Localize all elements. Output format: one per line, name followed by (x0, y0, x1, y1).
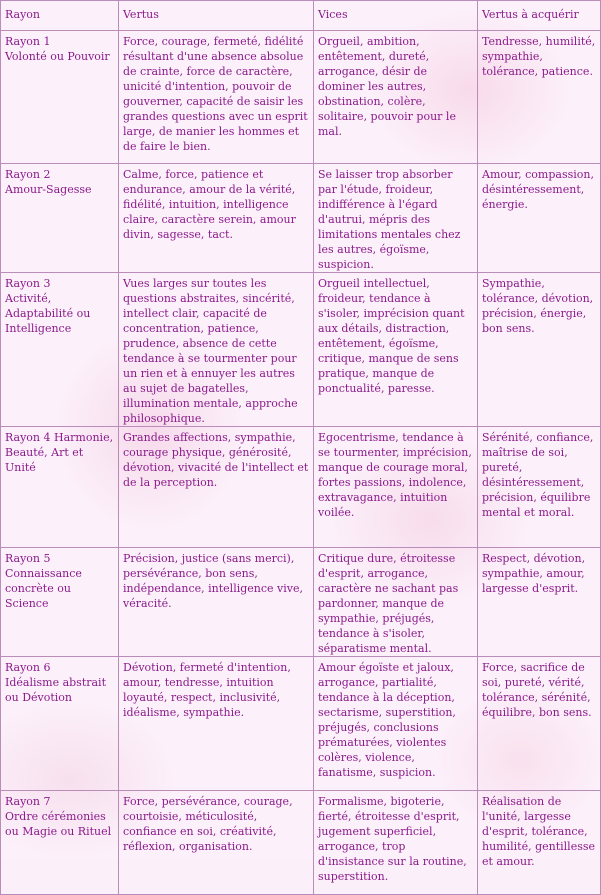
rayon-cell: Rayon 2 Amour-Sagesse (1, 164, 119, 273)
vertus-cell: Vues larges sur toutes les questions abstraites, sincérité, intellect clair, capacité de concentration, patience, prudence, absence de cette tendance à se tourmenter pour un rien et à ennuyer les autres au sujet de bagatelles, illumination mentale, approche philosophique. (119, 273, 314, 427)
vices-cell: Amour égoïste et jaloux, arrogance, partialité, tendance à la déception, sectarisme, superstition, préjugés, conclusions prématurées, violentes colères, violence, fanatisme, suspicion. (314, 657, 478, 791)
vices-cell: Formalisme, bigoterie, fierté, étroitesse d'esprit, jugement superficiel, arrogance, trop d'insistance sur la routine, superstition. (314, 791, 478, 895)
vices-cell: Egocentrisme, tendance à se tourmenter, imprécision, manque de courage moral, fortes passions, indolence, extravagance, intuition voilée. (314, 427, 478, 548)
table-row (1, 548, 601, 657)
table-row (1, 657, 601, 791)
vertus-cell: Grandes affections, sympathie, courage physique, générosité, dévotion, vivacité de l'intellect et de la perception. (119, 427, 314, 548)
vertus-cell: Calme, force, patience et endurance, amour de la vérité, fidélité, intuition, intelligence claire, caractère serein, amour divin, sagesse, tact. (119, 164, 314, 273)
vertus-cell: Précision, justice (sans merci), persévérance, bon sens, indépendance, intelligence vive, véracité. (119, 548, 314, 657)
header-row (1, 1, 601, 31)
rayon-cell: Rayon 1 Volonté ou Pouvoir (1, 31, 119, 164)
rayon-cell: Rayon 6 Idéalisme abstrait ou Dévotion (1, 657, 119, 791)
vices-cell: Orgueil, ambition, entêtement, dureté, arrogance, désir de dominer les autres, obstination, colère, solitaire, pouvoir pour le mal. (314, 31, 478, 164)
header-vertus-a-acquerir: Vertus à acquérir (478, 1, 601, 31)
rayon-cell: Rayon 7 Ordre cérémonies ou Magie ou Rituel (1, 791, 119, 895)
table-row (1, 164, 601, 273)
acquerir-cell: Respect, dévotion, sympathie, amour, largesse d'esprit. (478, 548, 601, 657)
table-row (1, 427, 601, 548)
rayon-cell: Rayon 4 Harmonie, Beauté, Art et Unité (1, 427, 119, 548)
table-row (1, 273, 601, 427)
acquerir-cell: Sérénité, confiance, maîtrise de soi, pureté, désintéressement, précision, équilibre mental et moral. (478, 427, 601, 548)
acquerir-cell: Réalisation de l'unité, largesse d'esprit, tolérance, humilité, gentillesse et amour. (478, 791, 601, 895)
acquerir-cell: Force, sacrifice de soi, pureté, vérité, tolérance, sérénité, équilibre, bon sens. (478, 657, 601, 791)
vices-cell: Orgueil intellectuel, froideur, tendance à s'isoler, imprécision quant aux détails, distraction, entêtement, égoïsme, critique, manque de sens pratique, manque de ponctualité, paresse. (314, 273, 478, 427)
acquerir-cell: Amour, compassion, désintéressement, énergie. (478, 164, 601, 273)
acquerir-cell: Tendresse, humilité, sympathie, tolérance, patience. (478, 31, 601, 164)
vertus-cell: Force, courage, fermeté, fidélité résultant d'une absence absolue de crainte, force de caractère, unicité d'intention, pouvoir de gouverner, capacité de saisir les grandes questions avec un esprit large, de manier les hommes et de faire le bien. (119, 31, 314, 164)
vertus-cell: Force, persévérance, courage, courtoisie, méticulosité, confiance en soi, créativité, réflexion, organisation. (119, 791, 314, 895)
rayon-cell: Rayon 5 Connaissance concrète ou Science (1, 548, 119, 657)
vices-cell: Se laisser trop absorber par l'étude, froideur, indifférence à l'égard d'autrui, mépris des limitations mentales chez les autres, égoïsme, suspicion. (314, 164, 478, 273)
vertus-cell: Dévotion, fermeté d'intention, amour, tendresse, intuition loyauté, respect, inclusivité, idéalisme, sympathie. (119, 657, 314, 791)
header-vices: Vices (314, 1, 478, 31)
vices-cell: Critique dure, étroitesse d'esprit, arrogance, caractère ne sachant pas pardonner, manque de sympathie, préjugés, tendance à s'isoler, séparatisme mental. (314, 548, 478, 657)
acquerir-cell: Sympathie, tolérance, dévotion, précision, énergie, bon sens. (478, 273, 601, 427)
table-row (1, 31, 601, 164)
header-vertus: Vertus (119, 1, 314, 31)
header-rayon: Rayon (1, 1, 119, 31)
table-row (1, 791, 601, 895)
rayon-cell: Rayon 3 Activité, Adaptabilité ou Intelligence (1, 273, 119, 427)
